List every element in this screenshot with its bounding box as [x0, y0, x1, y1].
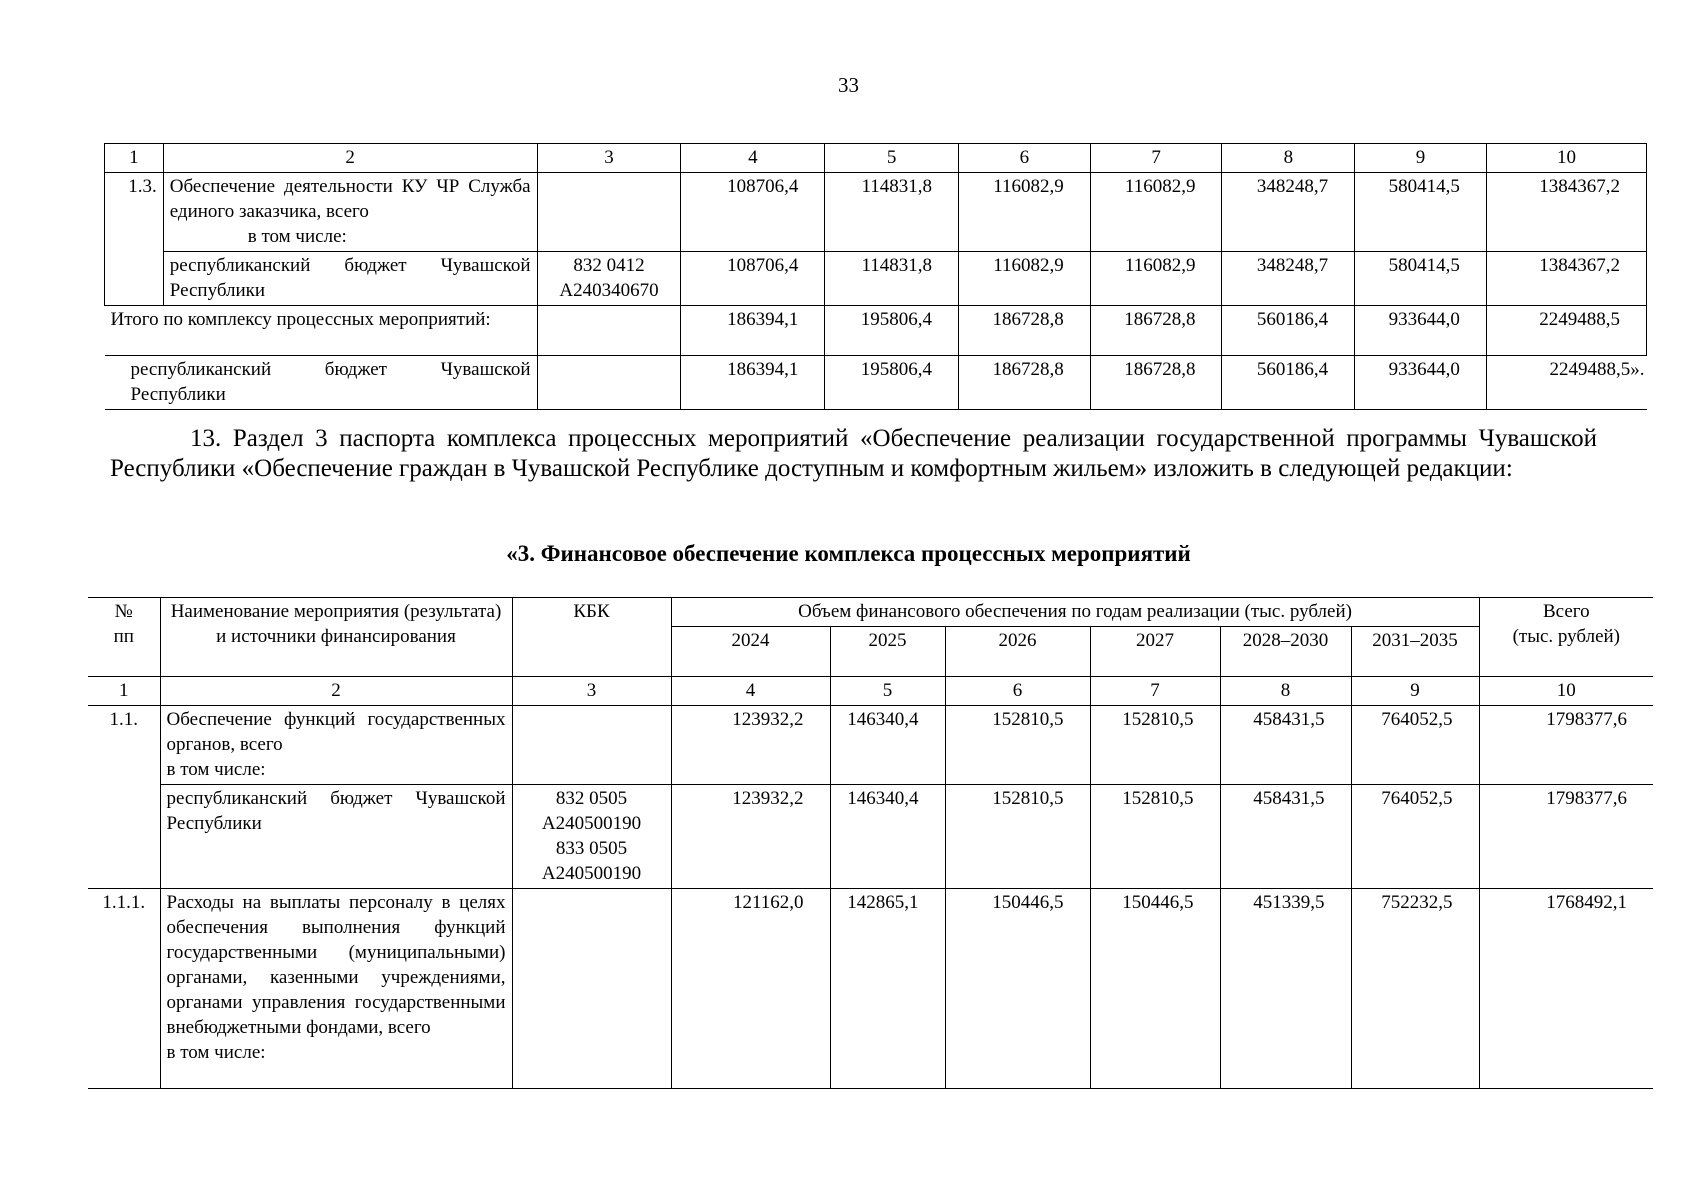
value-cell: 933644,0	[1355, 306, 1487, 356]
value-cell: 186728,8	[959, 356, 1091, 410]
col-number: 6	[945, 677, 1090, 706]
value-cell: 152810,5	[945, 785, 1090, 889]
table-row	[105, 173, 1647, 252]
row-name	[160, 706, 512, 785]
col-number: 8	[1222, 144, 1355, 173]
row-number: 1.3.	[105, 173, 164, 252]
year-header: 2025	[830, 627, 945, 677]
col-number: 2	[160, 677, 512, 706]
kbk-cell: 832 0412 А240340670	[537, 252, 681, 306]
value-cell: 451339,5	[1220, 889, 1351, 1089]
value-cell: 146340,4	[830, 785, 945, 889]
row-name-text: Обеспечение деятельности КУ ЧР Служба единого заказчика, всего	[169, 176, 531, 222]
value-cell: 1798377,6	[1479, 785, 1653, 889]
table-row-total-budget	[105, 356, 1647, 410]
row-name-text: Расходы на выплаты персоналу в целях обеспечения выполнения функций государственными (муниципальными) органами, казенными учреждениями, органами управления государственными внебюджетными фондами, всего	[166, 892, 506, 1038]
total-label: Итого по комплексу процессных мероприятий:	[105, 306, 538, 356]
col-number: 1	[88, 677, 160, 706]
row-number-empty	[88, 785, 160, 889]
value-cell: 933644,0	[1355, 356, 1487, 410]
value-cell: 752232,5	[1351, 889, 1479, 1089]
value-cell: 123932,2	[671, 785, 830, 889]
col-number: 7	[1090, 144, 1222, 173]
value-cell: 146340,4	[830, 706, 945, 785]
value-cell: 114831,8	[825, 252, 959, 306]
amendment-paragraph: 13. Раздел 3 паспорта комплекса процессных мероприятий «Обеспечение реализации государственной программы Чувашской Республики «Обеспечение граждан в Чувашской Республике доступным и комфортным жильем» изложить в следующей редакции:	[110, 425, 1597, 482]
row-number: 1.1.1.	[88, 889, 160, 1089]
table-row	[88, 706, 1653, 785]
value-cell: 116082,9	[959, 252, 1091, 306]
col-number: 5	[830, 677, 945, 706]
head-kbk: КБК	[512, 598, 671, 677]
year-header: 2026	[945, 627, 1090, 677]
row-name: республиканский бюджет Чувашской Республики	[163, 252, 537, 306]
col-number: 4	[671, 677, 830, 706]
value-cell: 1768492,1	[1479, 889, 1653, 1089]
table-header-numbers	[88, 677, 1653, 706]
head-name: Наименование мероприятия (результата) и источники финансирования	[160, 598, 512, 677]
value-cell: 2249488,5	[1486, 306, 1646, 356]
finance-table-continued	[104, 143, 1647, 410]
value-cell: 186728,8	[1090, 306, 1222, 356]
value-cell: 186728,8	[1090, 356, 1222, 410]
value-cell: 1384367,2	[1486, 252, 1646, 306]
value-cell: 458431,5	[1220, 706, 1351, 785]
row-name-text: Обеспечение функций государственных органов, всего	[166, 709, 506, 755]
row-name	[160, 889, 512, 1089]
value-cell: 560186,4	[1222, 306, 1355, 356]
col-number: 6	[959, 144, 1091, 173]
col-number: 3	[537, 144, 681, 173]
value-cell: 150446,5	[945, 889, 1090, 1089]
value-cell: 142865,1	[830, 889, 945, 1089]
year-header: 2031–2035	[1351, 627, 1479, 677]
col-number: 8	[1220, 677, 1351, 706]
kbk-cell	[537, 356, 681, 410]
kbk-cell	[512, 706, 671, 785]
value-cell: 186394,1	[681, 306, 825, 356]
col-number: 10	[1479, 677, 1653, 706]
page-number: 33	[838, 73, 859, 97]
col-number: 1	[105, 144, 164, 173]
value-cell: 764052,5	[1351, 785, 1479, 889]
value-cell: 764052,5	[1351, 706, 1479, 785]
value-cell: 195806,4	[825, 306, 959, 356]
head-volume: Объем финансового обеспечения по годам реализации (тыс. рублей)	[671, 598, 1479, 627]
value-cell: 560186,4	[1222, 356, 1355, 410]
col-number: 2	[163, 144, 537, 173]
value-cell: 186728,8	[959, 306, 1091, 356]
value-cell: 116082,9	[959, 173, 1091, 252]
col-number: 9	[1355, 144, 1487, 173]
value-cell: 1384367,2	[1486, 173, 1646, 252]
value-cell: 108706,4	[681, 173, 825, 252]
section-title: «3. Финансовое обеспечение комплекса процессных мероприятий	[506, 541, 1191, 566]
value-cell: 116082,9	[1090, 252, 1222, 306]
row-subname: в том числе:	[247, 226, 347, 247]
value-cell: 121162,0	[671, 889, 830, 1089]
row-name: республиканский бюджет Чувашской Республики	[160, 785, 512, 889]
col-number: 5	[825, 144, 959, 173]
kbk-cell: 832 0505 А240500190 833 0505 А240500190	[512, 785, 671, 889]
finance-table	[88, 597, 1653, 1089]
kbk-cell	[537, 306, 681, 356]
value-cell: 114831,8	[825, 173, 959, 252]
row-number: 1.1.	[88, 706, 160, 785]
table-head-row	[88, 598, 1653, 627]
value-cell: 116082,9	[1090, 173, 1222, 252]
col-number: 10	[1486, 144, 1646, 173]
year-header: 2027	[1090, 627, 1220, 677]
head-number: № пп	[88, 598, 160, 677]
kbk-cell	[537, 173, 681, 252]
value-cell: 186394,1	[681, 356, 825, 410]
table-row	[105, 252, 1647, 306]
col-number: 3	[512, 677, 671, 706]
col-number: 7	[1090, 677, 1220, 706]
value-cell: 123932,2	[671, 706, 830, 785]
value-cell: 152810,5	[1090, 785, 1220, 889]
table-row	[88, 889, 1653, 1089]
value-cell: 195806,4	[825, 356, 959, 410]
table-row-total	[105, 306, 1647, 356]
value-cell: 150446,5	[1090, 889, 1220, 1089]
col-number: 9	[1351, 677, 1479, 706]
row-name	[163, 173, 537, 252]
value-cell: 348248,7	[1222, 173, 1355, 252]
head-total: Всего (тыс. рублей)	[1479, 598, 1653, 677]
year-header: 2028–2030	[1220, 627, 1351, 677]
value-cell: 152810,5	[945, 706, 1090, 785]
value-cell: 1798377,6	[1479, 706, 1653, 785]
year-header: 2024	[671, 627, 830, 677]
total-budget-label: республиканский бюджет Чувашской Республики	[105, 356, 538, 410]
row-number-empty	[105, 252, 164, 306]
row-subname: в том числе:	[166, 1042, 266, 1063]
col-number: 4	[681, 144, 825, 173]
value-cell: 580414,5	[1355, 252, 1487, 306]
kbk-cell	[512, 889, 671, 1089]
value-cell: 580414,5	[1355, 173, 1487, 252]
value-cell: 2249488,5».	[1486, 356, 1646, 410]
table-header-numbers	[105, 144, 1647, 173]
table-row	[88, 785, 1653, 889]
value-cell: 458431,5	[1220, 785, 1351, 889]
value-cell: 152810,5	[1090, 706, 1220, 785]
row-subname: в том числе:	[166, 759, 266, 780]
value-cell: 348248,7	[1222, 252, 1355, 306]
value-cell: 108706,4	[681, 252, 825, 306]
